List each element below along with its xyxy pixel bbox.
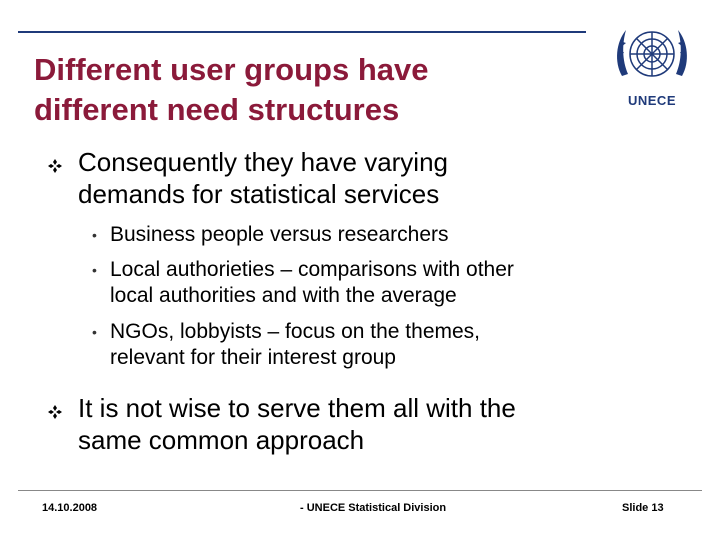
sub-bullet-line: NGOs, lobbyists – focus on the themes, xyxy=(110,320,481,343)
dot-icon: • xyxy=(92,227,97,243)
sub-bullet-line: local authorities and with the average xyxy=(110,284,457,307)
bullet-line: demands for statistical services xyxy=(78,179,440,209)
dot-icon: • xyxy=(92,262,97,278)
footer-date: 14.10.2008 xyxy=(42,502,98,514)
footer-slide-number: Slide 13 xyxy=(622,502,664,514)
logo-label: UNECE xyxy=(627,93,676,108)
bullet-not-wise xyxy=(78,392,516,456)
dot-icon: • xyxy=(92,324,97,340)
footer-division: - UNECE Statistical Division xyxy=(300,502,447,514)
sub-bullet-line: Local authorieties – comparisons with other xyxy=(110,258,514,281)
bullet-consequently xyxy=(78,146,448,210)
sub-bullet-local-authorities xyxy=(110,257,514,309)
four-diamond-icon xyxy=(48,159,62,173)
sub-bullet-line: Business people versus researchers xyxy=(110,223,449,246)
slide-title xyxy=(34,50,594,130)
sub-bullet-ngos xyxy=(110,319,480,371)
title-line-1: Different user groups have xyxy=(34,52,429,87)
bullet-line: Consequently they have varying xyxy=(78,147,449,177)
sub-bullet-business xyxy=(110,222,449,248)
top-rule xyxy=(18,31,586,33)
title-line-2: different need structures xyxy=(34,92,400,127)
four-diamond-icon xyxy=(48,405,62,419)
bullet-line: It is not wise to serve them all with the xyxy=(78,393,516,423)
bullet-line: same common approach xyxy=(78,425,365,455)
footer-rule xyxy=(18,490,702,491)
sub-bullet-line: relevant for their interest group xyxy=(110,346,396,369)
